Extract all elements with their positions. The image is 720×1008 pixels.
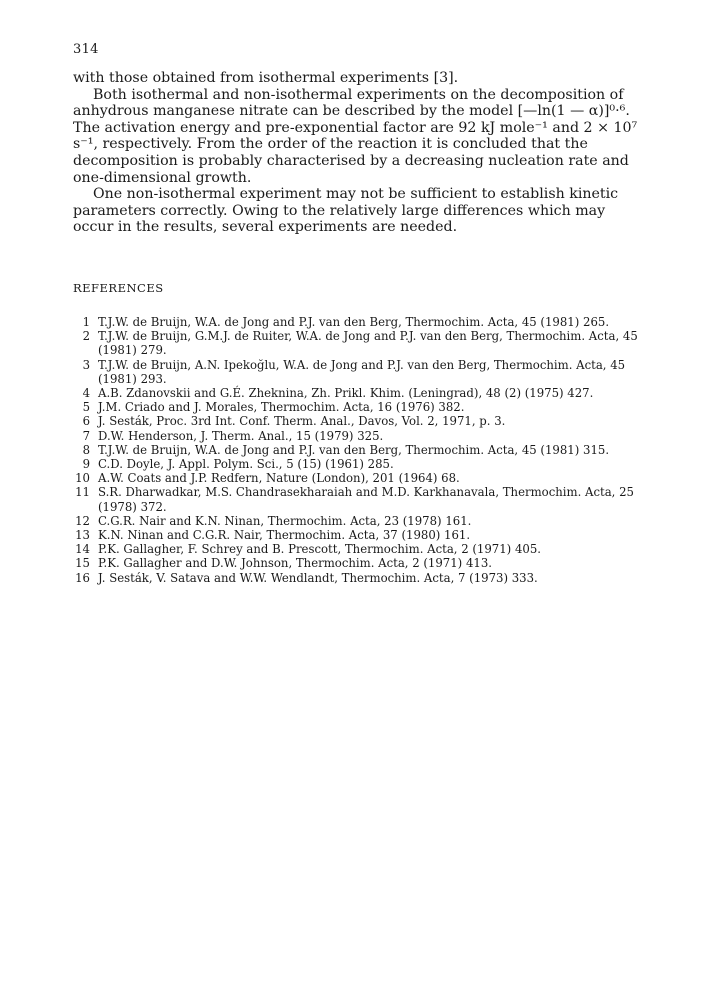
reference-text: J. Sesták, V. Satava and W.W. Wendlandt, Thermochim. Acta, 7 (1973) 333. bbox=[98, 570, 538, 585]
reference-item bbox=[73, 542, 647, 556]
reference-item bbox=[73, 358, 647, 386]
reference-item bbox=[73, 571, 647, 585]
reference-number: 10 bbox=[75, 471, 90, 486]
reference-item bbox=[73, 457, 647, 471]
reference-number: 12 bbox=[75, 513, 90, 528]
reference-text: T.J.W. de Bruijn, A.N. Ipekoğlu, W.A. de Jong and P.J. van den Berg, Thermochim. Acta, 45 (1981) 293. bbox=[98, 357, 626, 386]
reference-text: T.J.W. de Bruijn, W.A. de Jong and P.J. van den Berg, Thermochim. Acta, 45 (1981) 315. bbox=[98, 442, 610, 457]
reference-item bbox=[73, 556, 647, 570]
page-number: 314 bbox=[73, 42, 99, 57]
reference-number: 14 bbox=[75, 542, 90, 557]
reference-text: P.K. Gallagher and D.W. Johnson, Thermochim. Acta, 2 (1971) 413. bbox=[98, 556, 492, 571]
reference-number: 16 bbox=[75, 570, 90, 585]
reference-item bbox=[73, 400, 647, 414]
reference-item bbox=[73, 443, 647, 457]
reference-text: A.W. Coats and J.P. Redfern, Nature (London), 201 (1964) 68. bbox=[98, 471, 460, 486]
reference-item bbox=[73, 414, 647, 428]
paragraph-1: with those obtained from isothermal experiments [3]. bbox=[73, 70, 459, 86]
references-heading: REFERENCES bbox=[73, 281, 164, 295]
reference-number: 4 bbox=[82, 386, 90, 401]
reference-text: C.D. Doyle, J. Appl. Polym. Sci., 5 (15) (1961) 285. bbox=[98, 457, 394, 472]
reference-number: 15 bbox=[75, 556, 90, 571]
reference-number: 7 bbox=[82, 428, 90, 443]
reference-text: K.N. Ninan and C.G.R. Nair, Thermochim. Acta, 37 (1980) 161. bbox=[98, 528, 471, 543]
reference-text: P.K. Gallagher, F. Schrey and B. Prescott, Thermochim. Acta, 2 (1971) 405. bbox=[98, 542, 541, 557]
reference-text: A.B. Zdanovskii and G.É. Zheknina, Zh. Prikl. Khim. (Leningrad), 48 (2) (1975) 427. bbox=[98, 386, 594, 401]
references-list bbox=[73, 315, 647, 585]
reference-text: S.R. Dharwadkar, M.S. Chandrasekharaiah and M.D. Karkhanavala, Thermochim. Acta, 25 (1978) 372. bbox=[98, 485, 634, 514]
reference-item bbox=[73, 329, 647, 357]
reference-text: J. Sesták, Proc. 3rd Int. Conf. Therm. Anal., Davos, Vol. 2, 1971, p. 3. bbox=[98, 414, 506, 429]
paragraph-3: One non-isothermal experiment may not be sufficient to establish kinetic parameters correctly. Owing to the relatively large differences which may occur in the results, several experiments are needed. bbox=[73, 186, 619, 236]
reference-number: 5 bbox=[82, 400, 90, 415]
reference-number: 6 bbox=[82, 414, 90, 429]
reference-text: T.J.W. de Bruijn, G.M.J. de Ruiter, W.A. de Jong and P.J. van den Berg, Thermochim. Acta, 45 (1981) 279. bbox=[98, 329, 638, 358]
reference-item bbox=[73, 528, 647, 542]
reference-number: 3 bbox=[82, 357, 90, 372]
reference-text: T.J.W. de Bruijn, W.A. de Jong and P.J. van den Berg, Thermochim. Acta, 45 (1981) 265. bbox=[98, 315, 610, 329]
reference-number: 2 bbox=[82, 329, 90, 344]
paragraph-2: Both isothermal and non-isothermal experiments on the decomposition of anhydrous manganese nitrate can be described by the model [—ln(1 — α)]⁰·⁶. The activation energy and pre-exponential factor are 92 kJ mole⁻¹ and 2 × 10⁷ s⁻¹, respectively. From the order of the reaction it is concluded that the decomposition is probably characterised by a decreasing nucleation rate and one-dimensional growth. bbox=[73, 86, 638, 186]
reference-number: 8 bbox=[82, 442, 90, 457]
reference-item bbox=[73, 485, 647, 513]
body-text bbox=[73, 70, 647, 236]
reference-item bbox=[73, 514, 647, 528]
reference-text: J.M. Criado and J. Morales, Thermochim. Acta, 16 (1976) 382. bbox=[98, 400, 465, 415]
reference-number: 1 bbox=[82, 315, 90, 329]
reference-item bbox=[73, 471, 647, 485]
reference-text: C.G.R. Nair and K.N. Ninan, Thermochim. Acta, 23 (1978) 161. bbox=[98, 513, 472, 528]
reference-item bbox=[73, 429, 647, 443]
reference-number: 13 bbox=[75, 528, 90, 543]
reference-item bbox=[73, 386, 647, 400]
reference-number: 11 bbox=[75, 485, 90, 500]
reference-text: D.W. Henderson, J. Therm. Anal., 15 (1979) 325. bbox=[98, 428, 384, 443]
reference-number: 9 bbox=[82, 457, 90, 472]
reference-item bbox=[73, 315, 647, 329]
